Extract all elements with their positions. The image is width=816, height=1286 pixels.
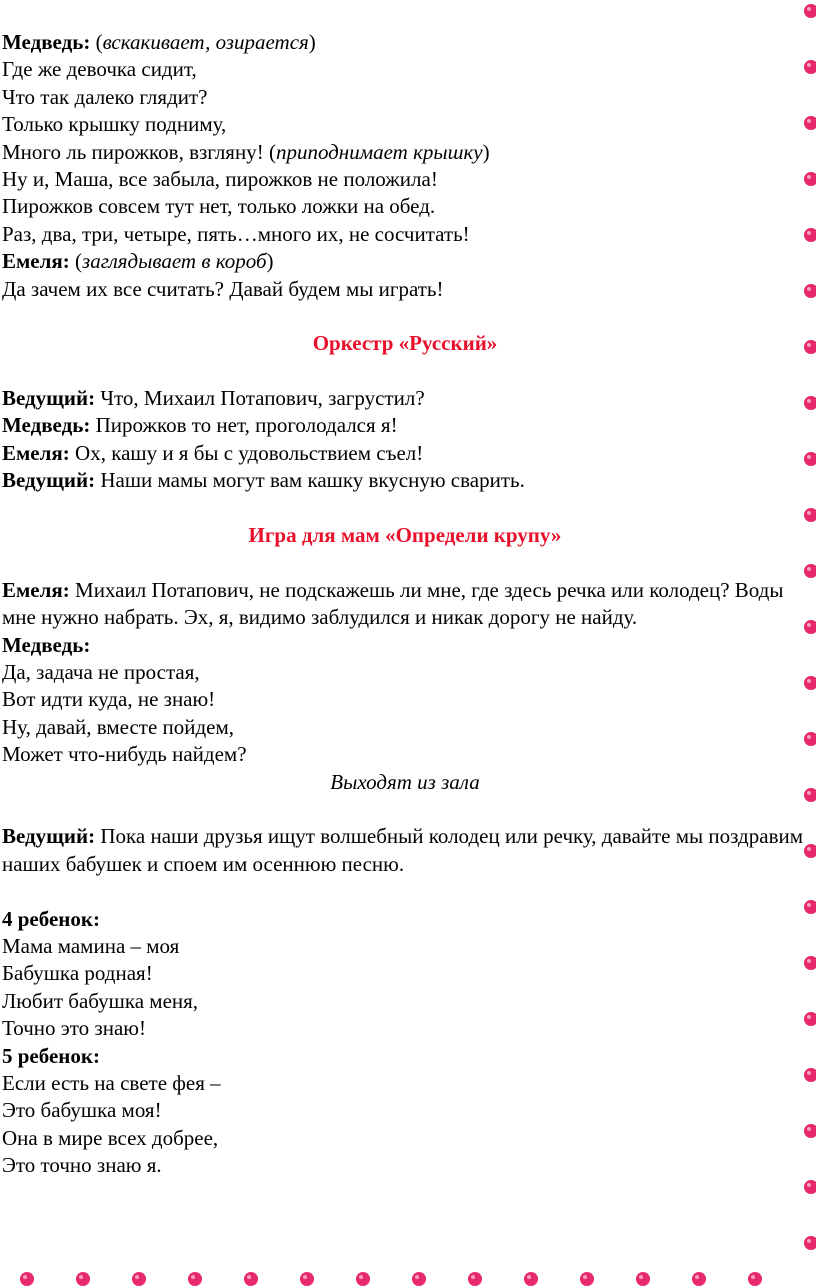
speaker-label: Ведущий:: [2, 386, 96, 411]
line-text: Много ль пирожков, взгляну! (: [2, 139, 276, 164]
line-text: Наши мамы могут вам кашку вкусную сварить.: [95, 468, 525, 493]
dot-icon: [524, 1272, 538, 1286]
dot-icon: [804, 956, 816, 970]
dot-icon: [20, 1272, 34, 1286]
line: Что так далеко глядит?: [2, 84, 208, 109]
line: Она в мире всех добрее,: [2, 1125, 219, 1150]
stage-direction: приподнимает крышку: [275, 139, 483, 164]
dot-icon: [804, 1236, 816, 1250]
dot-icon: [804, 60, 816, 74]
line: Это точно знаю я.: [2, 1153, 162, 1178]
dot-icon: [580, 1272, 594, 1286]
dot-icon: [804, 564, 816, 578]
line: Это бабушка моя!: [2, 1098, 162, 1123]
line: Да, задача не простая,: [2, 660, 200, 685]
dot-icon: [804, 788, 816, 802]
line: Ну и, Маша, все забыла, пирожков не положила!: [2, 166, 438, 191]
dot-icon: [804, 508, 816, 522]
paren: (: [69, 249, 83, 274]
dot-icon: [132, 1272, 146, 1286]
dot-icon: [188, 1272, 202, 1286]
line: Раз, два, три, четыре, пять…много их, не сосчитать!: [2, 221, 470, 246]
spacer: [2, 549, 808, 576]
document-text: [2, 29, 808, 1179]
line: Может что-нибудь найдем?: [2, 742, 247, 767]
line: [2, 29, 808, 56]
line: Любит бабушка меня,: [2, 988, 199, 1013]
line: Вот идти куда, не знаю!: [2, 687, 216, 712]
dot-icon: [748, 1272, 762, 1286]
dot-icon: [804, 1124, 816, 1138]
speaker-label: 4 ребенок:: [2, 906, 100, 931]
dot-icon: [804, 116, 816, 130]
paragraph: [2, 577, 808, 632]
line: Если есть на свете фея –: [2, 1070, 221, 1095]
dot-icon: [804, 340, 816, 354]
speaker-label: 5 ребенок:: [2, 1043, 100, 1068]
section-heading: Игра для мам «Определи крупу»: [248, 523, 562, 548]
dot-icon: [412, 1272, 426, 1286]
speaker-label: Емеля:: [2, 440, 70, 465]
speaker-label: Медведь:: [2, 632, 91, 657]
speaker-label: Ведущий:: [2, 468, 96, 493]
paren: (: [90, 30, 103, 54]
line: Мама мамина – моя: [2, 933, 180, 958]
dot-icon: [804, 284, 816, 298]
dot-icon: [804, 732, 816, 746]
dot-icon: [300, 1272, 314, 1286]
dot-icon: [804, 396, 816, 410]
dot-icon: [244, 1272, 258, 1286]
line: Где же девочка сидит,: [2, 57, 197, 82]
dot-icon: [804, 1180, 816, 1194]
dot-icon: [804, 228, 816, 242]
spacer: [2, 303, 808, 330]
stage-direction: вскакивает, озирается: [102, 30, 309, 54]
line: Ну, давай, вместе пойдем,: [2, 714, 235, 739]
line-text: Пирожков то нет, проголодался я!: [90, 413, 398, 438]
line: [2, 248, 808, 275]
spacer: [2, 358, 808, 385]
dot-icon: [804, 844, 816, 858]
line: [2, 385, 808, 412]
speaker-label: Емеля:: [2, 249, 70, 274]
paragraph-text: Пока наши друзья ищут волшебный колодец или речку, давайте мы поздравим наших бабушек и споем им осеннюю песню.: [2, 824, 804, 876]
line: [2, 440, 808, 467]
dot-icon: [804, 4, 816, 18]
speaker-label: Медведь:: [2, 413, 91, 438]
dot-icon: [804, 900, 816, 914]
stage-direction: Выходят из зала: [330, 769, 480, 794]
spacer: [2, 796, 808, 823]
stage-direction: заглядывает в короб: [82, 249, 267, 274]
dot-icon: [636, 1272, 650, 1286]
line: [2, 139, 808, 166]
line: Точно это знаю!: [2, 1016, 146, 1041]
dot-icon: [804, 172, 816, 186]
dot-icon: [468, 1272, 482, 1286]
paragraph-text: Михаил Потапович, не подскажешь ли мне, где здесь речка или колодец? Воды мне нужно набрать. Эх, я, видимо заблудился и никак дорогу не найду.: [2, 577, 784, 630]
line: [2, 412, 808, 439]
line: [2, 467, 808, 494]
spacer: [2, 495, 808, 522]
paren: ): [482, 139, 490, 164]
dot-icon: [356, 1272, 370, 1286]
speaker-label: Ведущий:: [2, 824, 96, 849]
speaker-label: Емеля:: [2, 577, 70, 602]
line: Только крышку подниму,: [2, 112, 227, 137]
dot-icon: [804, 676, 816, 690]
line: Бабушка родная!: [2, 961, 153, 986]
paren: ): [308, 30, 316, 54]
section-heading: Оркестр «Русский»: [312, 331, 498, 356]
dot-icon: [76, 1272, 90, 1286]
spacer: [2, 878, 808, 905]
dot-icon: [804, 452, 816, 466]
dot-icon: [692, 1272, 706, 1286]
line-text: Что, Михаил Потапович, загрустил?: [95, 386, 425, 411]
line: Пирожков совсем тут нет, только ложки на обед.: [2, 194, 436, 219]
dot-icon: [804, 620, 816, 634]
dot-icon: [804, 1012, 816, 1026]
dot-icon: [804, 1068, 816, 1082]
paragraph: [2, 823, 808, 878]
speaker-label: Медведь:: [2, 30, 91, 54]
line: Да зачем их все считать? Давай будем мы играть!: [2, 276, 444, 301]
paren: ): [266, 249, 274, 274]
line-text: Ох, кашу и я бы с удовольствием съел!: [69, 440, 424, 465]
